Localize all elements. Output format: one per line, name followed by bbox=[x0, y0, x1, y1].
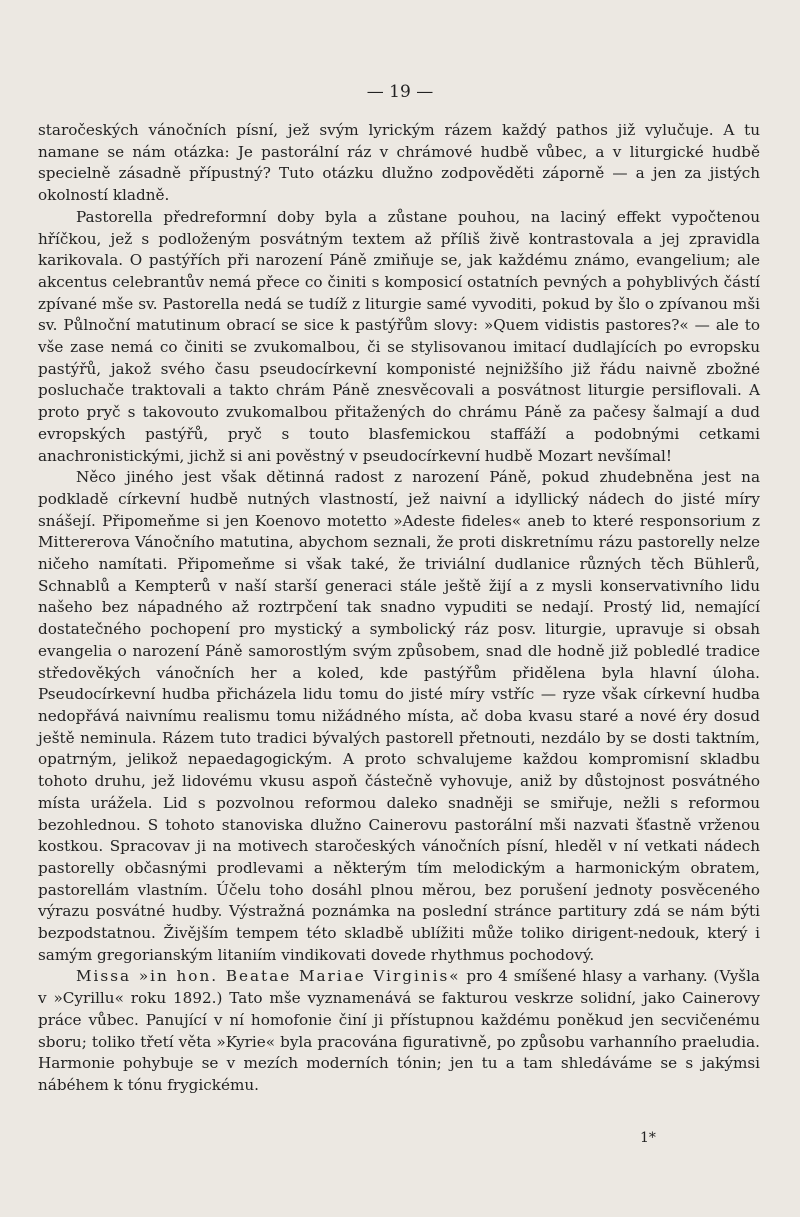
printer-signature-mark: 1* bbox=[640, 1130, 656, 1146]
mass-title: Missa »in hon. Beatae Mariae Virginis« bbox=[76, 967, 461, 986]
paragraph-4-text: pro 4 smíšené hlasy a varhany. (Vyšla v »Cyrillu« roku 1892.) Tato mše vyznamenává se fakturou veskrze solidní, jako Cainerovy práce vůbec. Panující v ní homofonie činí ji přístupnou každému poněkud jen secvičenému sboru; toliko třetí věta »Kyrie« byla pracována figurativně, po způsobu varhanního praeludia. Harmonie pohybuje se v mezích moderních tónin; jen tu a tam shledáváme se s jakýmsi nábéhem k tónu frygickému. bbox=[38, 967, 760, 1094]
body-text bbox=[38, 120, 760, 1097]
page-number: — 19 — bbox=[366, 82, 434, 102]
paragraph-4 bbox=[38, 966, 760, 1096]
paragraph-3: Něco jiného jest však dětinná radost z narození Páně, pokud zhudebněna jest na podkladě církevní hudbě nutných vlastností, jež naivní a idyllický nádech do jisté míry snášejí. Připomeňme si jen Koenovo motetto »Adeste fideles« aneb to které responsorium z Mittererova Vánočního matutina, abychom seznali, že proti diskretnímu rázu pastorelly nelze ničeho namítati. Připomeňme si však také, že triviální dudlanice různých těch Bühlerů, Schnablů a Kempterů v naší starší generaci stále ještě žijí a z mysli konservativního lidu našeho bez nápadného až roztrpčení tak snadno vypuditi se nedají. Prostý lid, nemající dostatečného pochopení pro mystický a symbolický ráz posv. liturgie, upravuje si obsah evangelia o narození Páně samorostlým svým způsobem, snad dle hodně již pobledlé tradice středověkých vánočních her a koled, kde pastýřům přidělena byla hlavní úloha. Pseudocírkevní hudba přicházela lidu tomu do jisté míry vstříc — ryze však církevní hudba nedopřává naivnímu realismu tomu nižádného místa, ač doba kvasu staré a nové éry dosud ještě neminula. Rázem tuto tradici bývalých pastorell přetnouti, nezdálo by se dosti taktním, opatrným, jelikož nepaedagogickým. A proto schvalujeme každou kompromisní skladbu tohoto druhu, jež lidovému vkusu aspoň částečně vyhovuje, aniž by důstojnost posvátného místa urážela. Lid s pozvolnou reformou daleko snadněji se smiřuje, nežli s reformou bezohlednou. S tohoto stanoviska dlužno Cainerovu pastorální mši nazvati šťastně vrženou kostkou. Spracovav ji na motivech staročeských vánočních písní, hleděl v ní vetkati nádech pastorelly občasnými prodlevami a některým tím melodickým a harmonickým obratem, pastorellám vlastním. Účelu toho dosáhl plnou měrou, bez porušení jednoty posvěceného výrazu posvátné hudby. Výstražná poznámka na poslední stránce partitury zdá se nám býti bezpodstatnou. Živějším tempem této skladbě ublížiti může toliko dirigent-nedouk, který i samým gregorianským litaniím vindikovati dovede rhythmus pochodový. bbox=[38, 468, 760, 964]
paragraph-1: staročeských vánočních písní, jež svým lyrickým rázem každý pathos již vylučuje. A tu namane se nám otázka: Je pastorální ráz v chrámové hudbě vůbec, a v liturgické hudbě specielně zásadně přípustný? Tuto otázku dlužno zodpověděti záporně — a jen za jistých okolností kladně. bbox=[38, 121, 760, 205]
paragraph-2: Pastorella předreformní doby byla a zůstane pouhou, na laciný effekt vypočtenou hříčkou, jež s podloženým posvátným textem až příliš živě kontrastovala a jej zpravidla karikovala. O pastýřích při narození Páně zmiňuje se, jak každému známo, evangelium; ale akcentus celebrantův nemá přece co činiti s komposicí ostatních pevných a pohyblivých částí zpívané mše sv. Pastorella nedá se tudíž z liturgie samé vyvoditi, pokud by šlo o zpívanou mši sv. Půlnoční matutinum obrací se sice k pastýřům slovy: »Quem vidistis pastores?« — ale to vše zase nemá co činiti se zvukomalbou, či se stylisovanou imitací dudlajících po evropsku pastýřů, jakož svého času pseudocírkevní komponisté nejnižšího již řádu naivně zbožné posluchače traktovali a takto chrám Páně znesvěcovali a posvátnost liturgie persiflovali. A proto pryč s takovouto zvukomalbou přitažených do chrámu Páně za pačesy šalmají a dud evropských pastýřů, pryč s touto blasfemickou staffáží a podobnými cetkami anachronistickými, jichž si ani pověstný v pseudocírkevní hudbě Mozart nevšímal! bbox=[38, 207, 760, 465]
